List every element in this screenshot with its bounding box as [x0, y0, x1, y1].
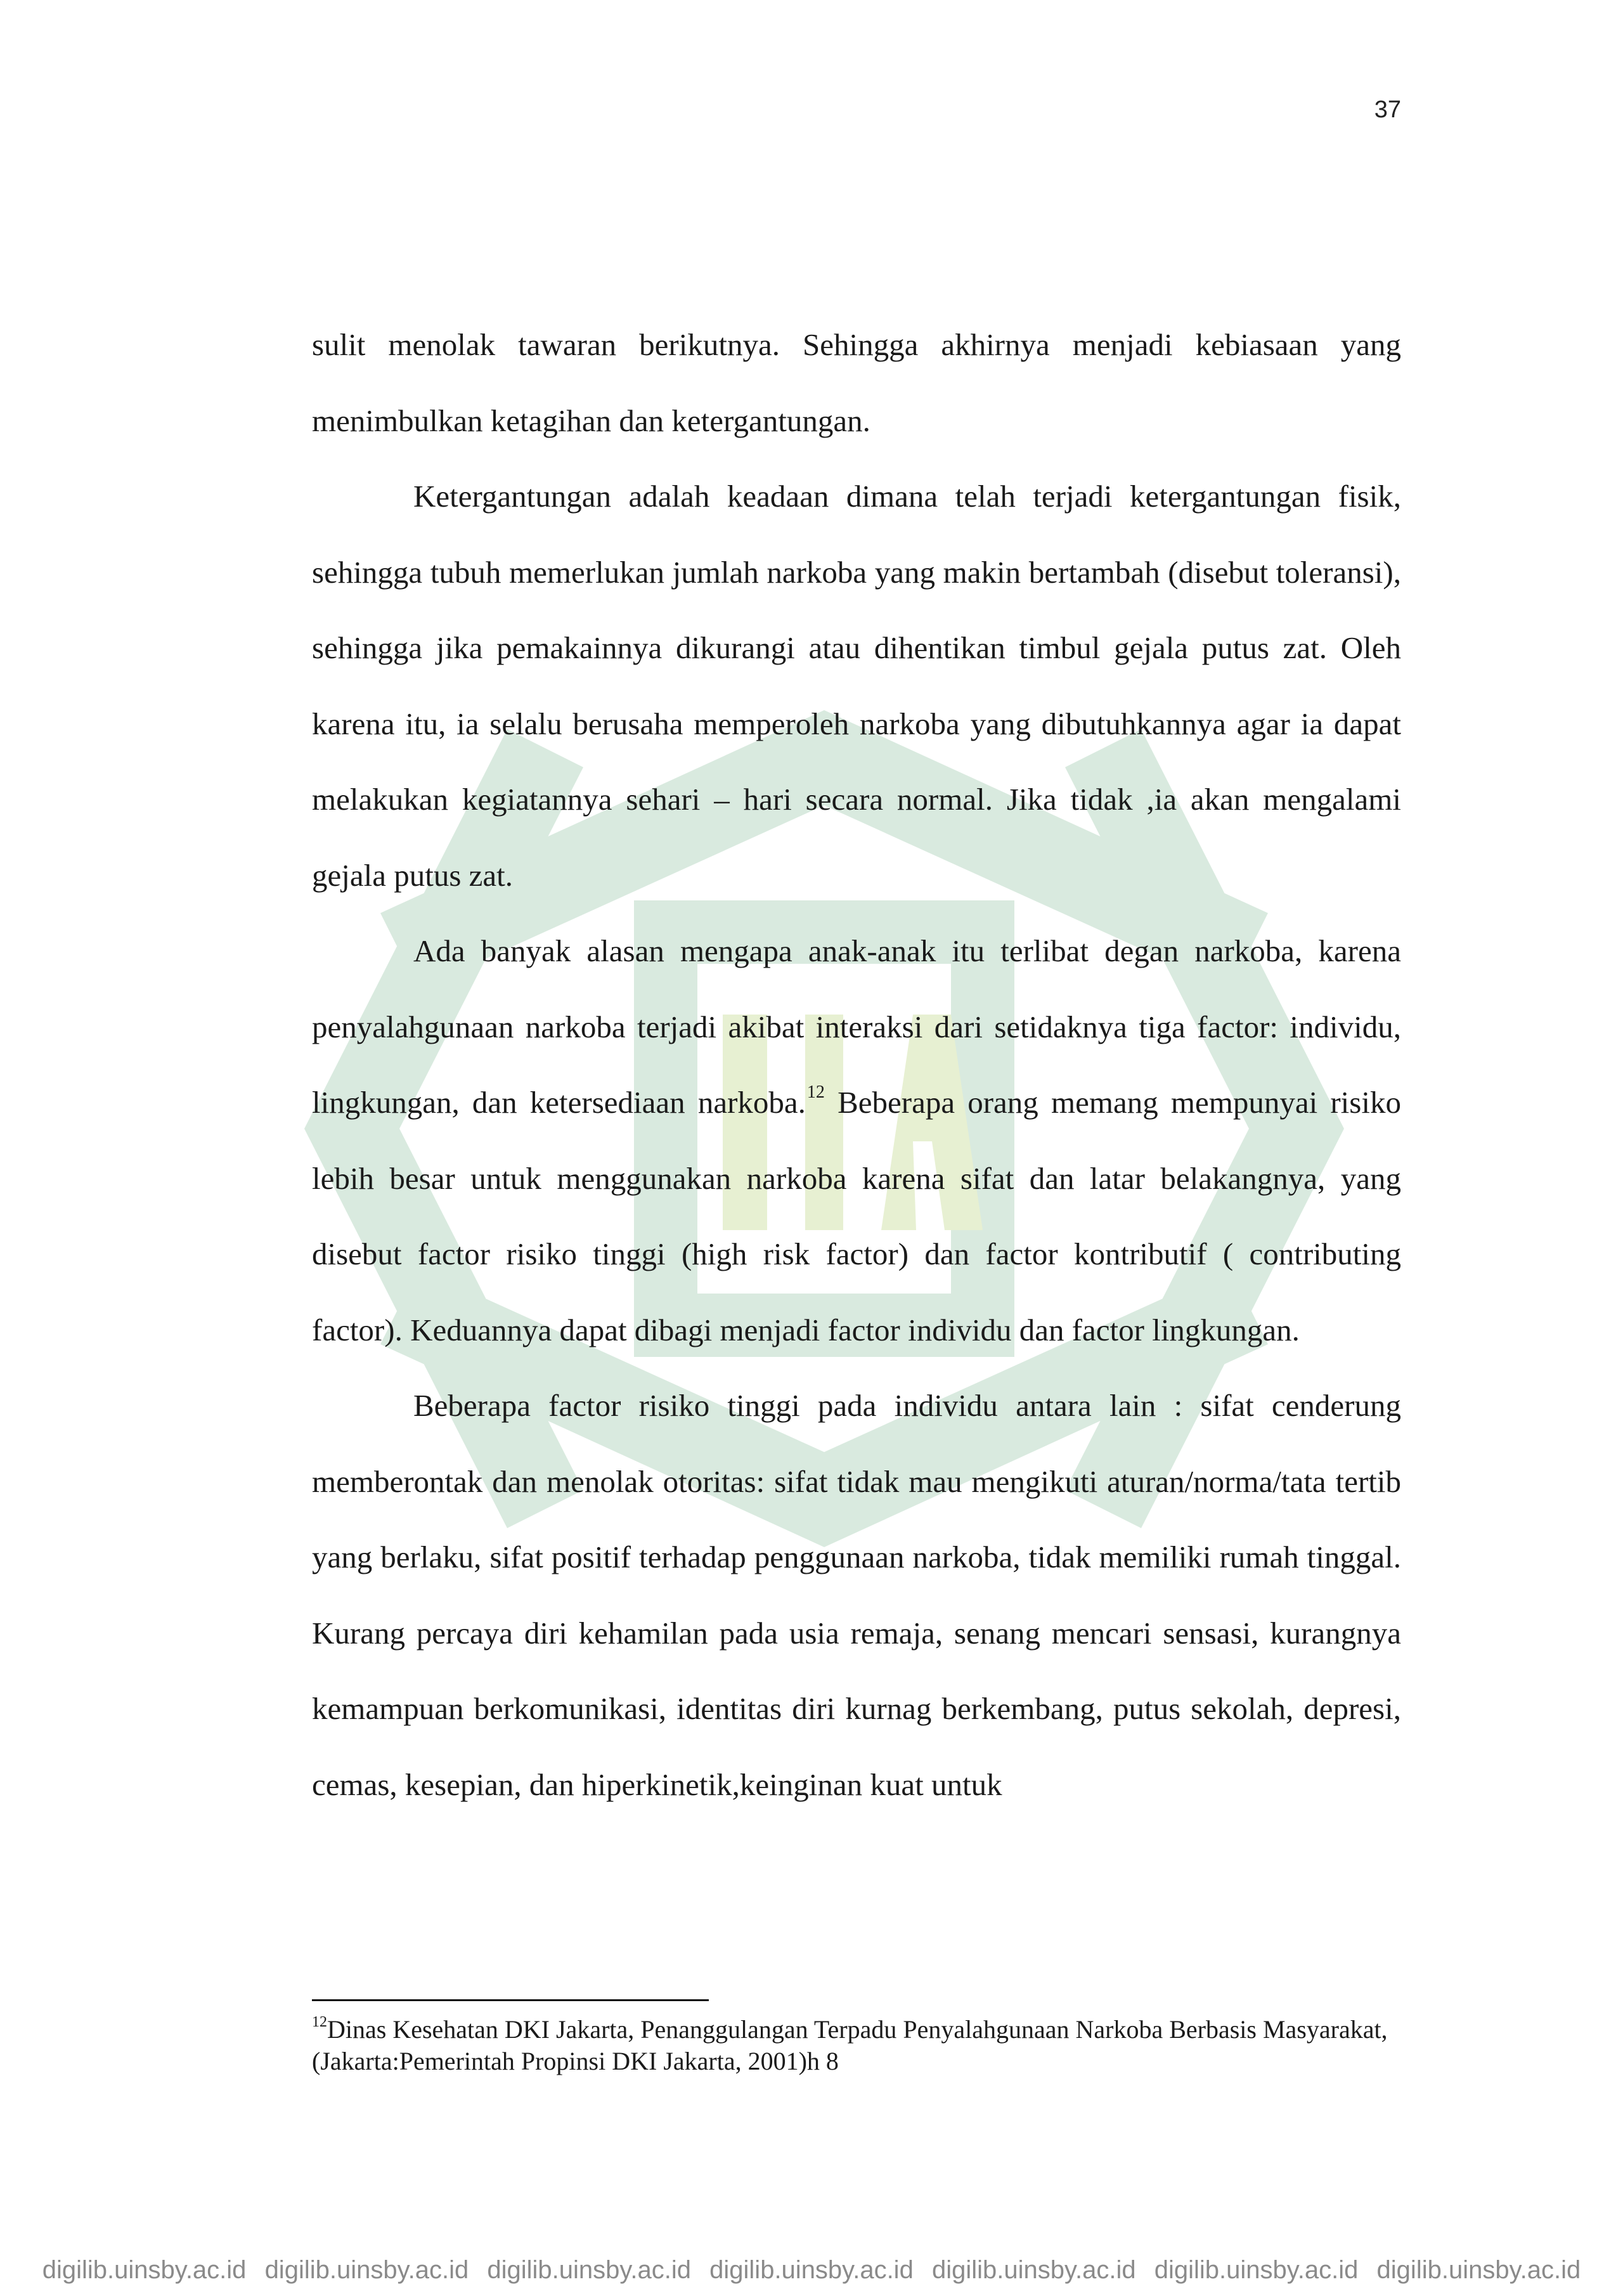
repository-link[interactable]: digilib.uinsby.ac.id — [487, 2256, 692, 2284]
repository-link[interactable]: digilib.uinsby.ac.id — [264, 2256, 469, 2284]
paragraph: Ketergantungan adalah keadaan dimana telah terjadi ketergantungan fisik, sehingga tubuh memerlukan jumlah narkoba yang makin bertambah (disebut toleransi), sehingga jika pemakainnya dikurangi atau dihentikan timbul gejala putus zat. Oleh karena itu, ia selalu berusaha memperoleh narkoba yang dibutuhkannya agar ia dapat melakukan kegiatannya sehari – hari secara normal. Jika tidak ,ia akan mengalami gejala putus zat. — [312, 479, 1401, 893]
paragraph: Beberapa factor risiko tinggi pada individu antara lain : sifat cenderung memberontak dan menolak otoritas: sifat tidak mau mengikuti aturan/norma/tata tertib yang berlaku, sifat positif terhadap penggunaan narkoba, tidak memiliki rumah tinggal. Kurang percaya diri kehamilan pada usia remaja, senang mencari sensasi, kurangnya kemampuan berkomunikasi, identitas diri kurnag berkembang, putus sekolah, depresi, cemas, kesepian, dan hiperkinetik,keinginan kuat untuk — [312, 1388, 1401, 1802]
paragraph-with-footnote-ref — [312, 913, 1401, 1368]
footnote-number: 12 — [312, 2014, 327, 2030]
page-number: 37 — [1374, 96, 1401, 123]
repository-footer — [0, 2256, 1623, 2285]
paragraph: sulit menolak tawaran berikutnya. Sehingga akhirnya menjadi kebiasaan yang menimbulkan ketagihan dan ketergantungan. — [312, 327, 1401, 438]
footnote-separator — [312, 1999, 709, 2001]
repository-link[interactable]: digilib.uinsby.ac.id — [1376, 2256, 1581, 2284]
repository-link[interactable]: digilib.uinsby.ac.id — [42, 2256, 247, 2284]
repository-link[interactable]: digilib.uinsby.ac.id — [931, 2256, 1136, 2284]
paragraph-text: Ada banyak alasan mengapa anak-anak itu terlibat degan narkoba, karena penyalahgunaan narkoba terjadi akibat interaksi dari setidaknya tiga factor: individu, lingkungan, dan ketersediaan narkoba. — [312, 933, 1401, 1120]
repository-link[interactable]: digilib.uinsby.ac.id — [1154, 2256, 1359, 2284]
body-text — [312, 307, 1401, 1822]
repository-link[interactable]: digilib.uinsby.ac.id — [709, 2256, 914, 2284]
footnote-text: Dinas Kesehatan DKI Jakarta, Penanggulangan Terpadu Penyalahgunaan Narkoba Berbasis Masyarakat,(Jakarta:Pemerintah Propinsi DKI Jakarta, 2001)h 8 — [312, 2015, 1388, 2075]
paragraph-text: Beberapa orang memang mempunyai risiko lebih besar untuk menggunakan narkoba karena sifat dan latar belakangnya, yang disebut factor risiko tinggi (high risk factor) dan factor kontributif ( contributing factor). Keduannya dapat dibagi menjadi factor individu dan factor lingkungan. — [312, 1085, 1401, 1347]
footnote-reference[interactable]: 12 — [806, 1082, 825, 1102]
footnote — [312, 2014, 1402, 2077]
